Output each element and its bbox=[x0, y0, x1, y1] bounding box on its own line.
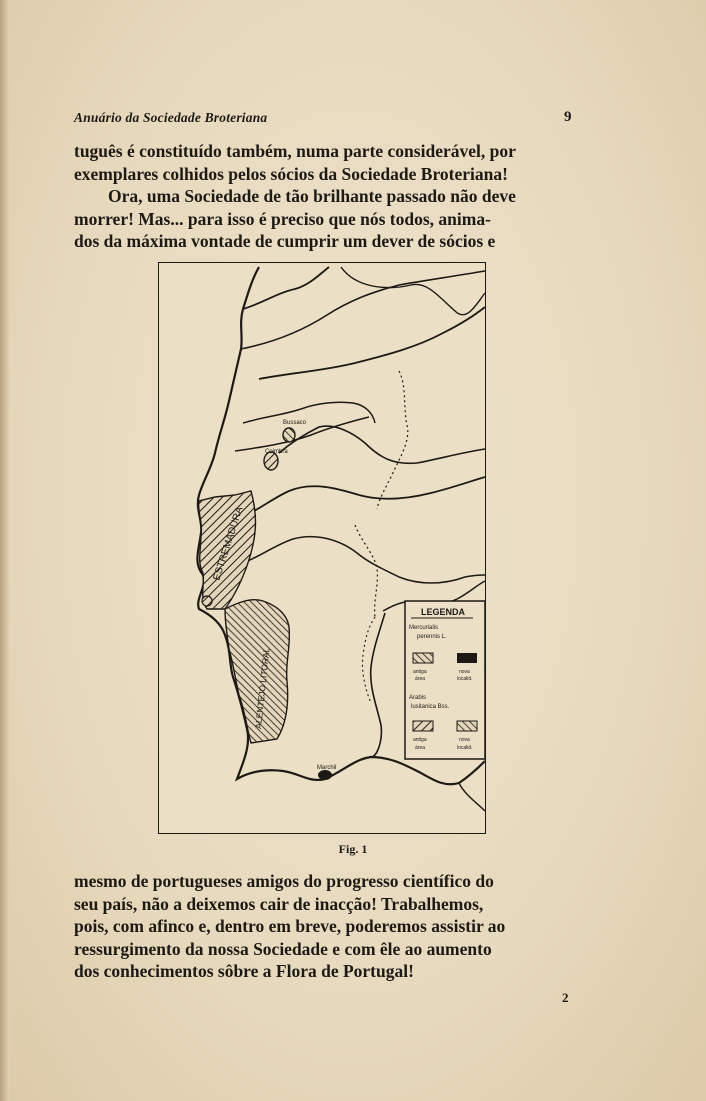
legend-old-1b: área bbox=[415, 676, 426, 682]
text-line: pois, com afinco e, dentro em breve, poderemos assistir ao bbox=[74, 916, 506, 936]
page-number: 9 bbox=[564, 109, 572, 125]
page-edge bbox=[0, 0, 10, 1101]
river-zezere bbox=[279, 426, 485, 463]
legend-species2-line2: lusitanica Bss. bbox=[411, 704, 450, 710]
text-line: Ora, uma Sociedade de tão brilhante passado não deve bbox=[108, 186, 516, 206]
text-line: dos conhecimentos sôbre a Flora de Portugal! bbox=[74, 961, 414, 981]
border-east-south bbox=[371, 613, 385, 757]
border-dotted-2 bbox=[355, 525, 377, 617]
border-dotted-1 bbox=[377, 371, 408, 509]
portugal-map bbox=[159, 263, 487, 835]
figure-caption: Fig. 1 bbox=[338, 842, 368, 856]
legend-old-2a: antiga bbox=[413, 737, 427, 743]
text-line: tuguês é constituído também, numa parte considerável, por bbox=[74, 141, 516, 161]
legend-old-2b: área bbox=[415, 745, 426, 751]
text-line: dos da máxima vontade de cumprir um dever de sócios e bbox=[74, 231, 496, 251]
legend-new-2a: nova bbox=[459, 737, 470, 743]
legend-title: LEGENDA bbox=[421, 607, 466, 617]
label-marchil: Marchil bbox=[317, 765, 337, 771]
legend-species1-line2: perennis L. bbox=[417, 634, 447, 640]
legend-new-2b: localid. bbox=[457, 745, 473, 751]
text-line: exemplares colhidos pelos sócios da Sociedade Broteriana! bbox=[74, 163, 508, 184]
legend-species2-line1: Arabis bbox=[409, 695, 427, 701]
label-bussaco: Bussaco bbox=[283, 420, 307, 426]
text-line: morrer! Mas... para isso é preciso que nós todos, anima- bbox=[74, 208, 491, 229]
river-douro bbox=[259, 307, 485, 379]
bottom-paragraph bbox=[74, 870, 574, 983]
legend-swatch-old-2 bbox=[413, 721, 433, 731]
top-paragraph bbox=[74, 140, 574, 253]
text-line: seu país, não a deixemos cair de inacção! Trabalhemos, bbox=[74, 893, 484, 914]
legend-old-1a: antiga bbox=[413, 669, 427, 675]
legend-swatch-new-2 bbox=[457, 721, 477, 731]
legend-box bbox=[405, 601, 485, 759]
label-coimbra: Coimbra bbox=[265, 449, 288, 455]
legend-new-1a: nova bbox=[459, 669, 470, 675]
river-tejo bbox=[233, 477, 485, 521]
river-south bbox=[459, 783, 485, 811]
region-label-alentejo: ALENTEJO LITORAL bbox=[253, 647, 272, 730]
legend-new-1b: localid. bbox=[457, 676, 473, 682]
marker-small bbox=[202, 596, 212, 606]
text-line: mesmo de portugueses amigos do progresso científico do bbox=[74, 871, 494, 891]
legend-species1-line1: Mercurialis bbox=[409, 625, 439, 631]
signature-mark: 2 bbox=[562, 990, 569, 1005]
river-sado bbox=[243, 537, 485, 583]
figure-map bbox=[158, 262, 486, 834]
legend-swatch-old-1 bbox=[413, 653, 433, 663]
region-label-estremadura: ESTREMADURA bbox=[211, 505, 246, 582]
marker-bussaco bbox=[283, 428, 295, 442]
text-line: ressurgimento da nossa Sociedade e com êle ao aumento bbox=[74, 938, 492, 959]
marker-marchil bbox=[318, 770, 332, 780]
legend-swatch-new-1 bbox=[457, 653, 477, 663]
running-header-title: Anuário da Sociedade Broteriana bbox=[74, 110, 268, 125]
